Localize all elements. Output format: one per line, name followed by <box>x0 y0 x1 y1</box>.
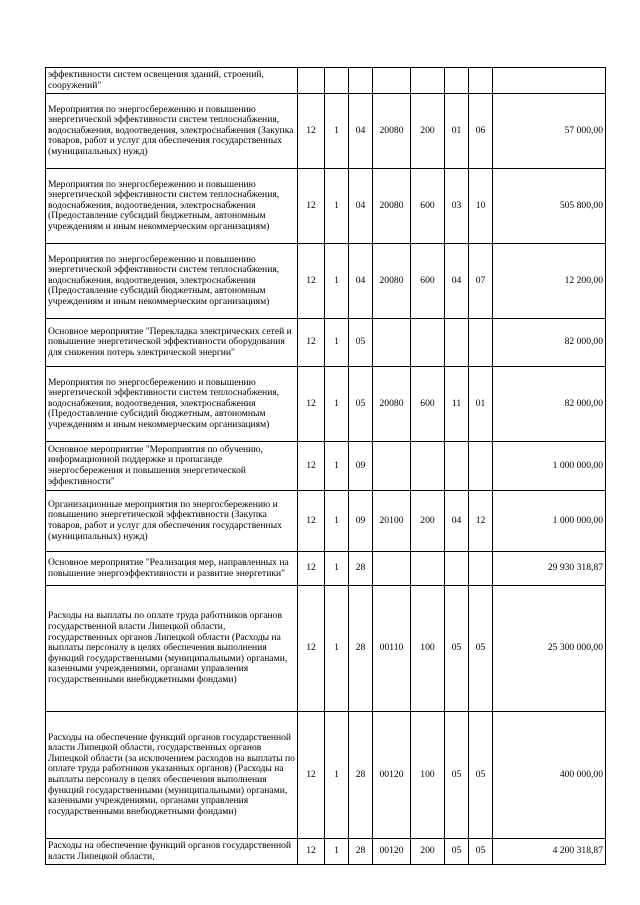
budget-table <box>45 67 606 865</box>
code-subsection <box>469 319 493 367</box>
amount: 400 000,00 <box>493 712 606 839</box>
code-vr: 100 <box>411 586 445 712</box>
code-gp: 12 <box>298 169 325 244</box>
code-section <box>445 68 469 94</box>
code-vr: 200 <box>411 491 445 552</box>
row-name: Мероприятия по энергосбережению и повышению энергетической эффективности систем теплоснабжения, водоснабжения, водоотведения, электроснабжения (Предоставление субсидий бюджетным, автономным учреждениям и иным некоммерческим организациям) <box>46 367 298 442</box>
row-name: Основное мероприятие "Перекладка электрических сетей и повышение энергетической эффективности оборудования для снижения потерь электрической энергии" <box>46 319 298 367</box>
code-direction: 00110 <box>373 586 411 712</box>
code-om: 05 <box>349 319 373 367</box>
code-vr <box>411 319 445 367</box>
code-pp: 1 <box>325 491 349 552</box>
code-pp: 1 <box>325 552 349 586</box>
amount: 57 000,00 <box>493 94 606 169</box>
code-om: 05 <box>349 367 373 442</box>
code-gp: 12 <box>298 712 325 839</box>
code-direction <box>373 552 411 586</box>
code-om: 09 <box>349 491 373 552</box>
code-subsection <box>469 552 493 586</box>
code-om: 28 <box>349 552 373 586</box>
code-vr: 600 <box>411 244 445 319</box>
code-subsection: 01 <box>469 367 493 442</box>
code-vr <box>411 68 445 94</box>
amount: 1 000 000,00 <box>493 491 606 552</box>
code-pp: 1 <box>325 244 349 319</box>
row-name: эффективности систем освещения зданий, строений, сооружений" <box>46 68 298 94</box>
code-subsection: 07 <box>469 244 493 319</box>
table-row <box>46 319 606 367</box>
row-name: Расходы на обеспечение функций органов государственной власти Липецкой области, государственных органов Липецкой области (за исключением расходов на выплаты по оплате труда работников указанных органов) (Расходы на выплаты персоналу в целях обеспечения выполнения функций государственными (муниципальными) органами, казенными учреждениями, органами управления государственными внебюджетными фондами) <box>46 712 298 839</box>
code-direction <box>373 442 411 491</box>
code-subsection: 12 <box>469 491 493 552</box>
code-direction: 20100 <box>373 491 411 552</box>
amount: 1 000 000,00 <box>493 442 606 491</box>
code-subsection <box>469 442 493 491</box>
code-vr <box>411 442 445 491</box>
code-section: 05 <box>445 712 469 839</box>
code-gp: 12 <box>298 94 325 169</box>
code-vr: 100 <box>411 712 445 839</box>
code-pp <box>325 68 349 94</box>
amount: 505 800,00 <box>493 169 606 244</box>
table-row <box>46 586 606 712</box>
code-section <box>445 442 469 491</box>
row-name: Мероприятия по энергосбережению и повышению энергетической эффективности систем теплоснабжения, водоснабжения, водоотведения, электроснабжения (Предоставление субсидий бюджетным, автономным учреждениям и иным некоммерческим организациям) <box>46 244 298 319</box>
code-section: 04 <box>445 244 469 319</box>
code-vr: 600 <box>411 367 445 442</box>
table-row <box>46 442 606 491</box>
code-direction: 20080 <box>373 367 411 442</box>
code-subsection: 10 <box>469 169 493 244</box>
code-vr: 200 <box>411 839 445 865</box>
code-om: 04 <box>349 244 373 319</box>
code-direction: 00120 <box>373 839 411 865</box>
code-gp: 12 <box>298 319 325 367</box>
code-direction: 20080 <box>373 244 411 319</box>
code-direction: 20080 <box>373 169 411 244</box>
table-row <box>46 712 606 839</box>
code-pp: 1 <box>325 319 349 367</box>
code-subsection <box>469 68 493 94</box>
code-direction <box>373 68 411 94</box>
code-section: 01 <box>445 94 469 169</box>
row-name: Расходы на выплаты по оплате труда работников органов государственной власти Липецкой области, государственных органов Липецкой области (Расходы на выплаты персоналу в целях обеспечения выполнения функций государственными (муниципальными) органами, казенными учреждениями, органами управления государственными внебюджетными фондами) <box>46 586 298 712</box>
row-name: Мероприятия по энергосбережению и повышению энергетической эффективности систем теплоснабжения, водоснабжения, водоотведения, электроснабжения (Предоставление субсидий бюджетным, автономным учреждениям и иным некоммерческим организациям) <box>46 169 298 244</box>
code-direction: 00120 <box>373 712 411 839</box>
code-subsection: 06 <box>469 94 493 169</box>
amount: 4 200 318,87 <box>493 839 606 865</box>
code-gp: 12 <box>298 586 325 712</box>
table-row <box>46 244 606 319</box>
code-vr: 200 <box>411 94 445 169</box>
amount: 82 000,00 <box>493 319 606 367</box>
amount <box>493 68 606 94</box>
code-om: 28 <box>349 712 373 839</box>
code-pp: 1 <box>325 586 349 712</box>
table-row <box>46 491 606 552</box>
code-section: 11 <box>445 367 469 442</box>
code-om: 09 <box>349 442 373 491</box>
row-name: Мероприятия по энергосбережению и повышению энергетической эффективности систем теплоснабжения, водоснабжения, водоотведения, электроснабжения (Закупка товаров, работ и услуг для обеспечения государственных (муниципальных) нужд) <box>46 94 298 169</box>
code-pp: 1 <box>325 712 349 839</box>
code-section <box>445 552 469 586</box>
table-row <box>46 169 606 244</box>
code-subsection: 05 <box>469 839 493 865</box>
code-pp: 1 <box>325 442 349 491</box>
code-subsection: 05 <box>469 586 493 712</box>
code-om: 04 <box>349 94 373 169</box>
table-row <box>46 68 606 94</box>
code-direction: 20080 <box>373 94 411 169</box>
code-gp: 12 <box>298 244 325 319</box>
row-name: Основное мероприятие "Мероприятия по обучению, информационной поддержке и пропаганде энергосбережения и повышения энергетической эффективности" <box>46 442 298 491</box>
code-subsection: 05 <box>469 712 493 839</box>
code-direction <box>373 319 411 367</box>
code-section: 05 <box>445 839 469 865</box>
code-section: 04 <box>445 491 469 552</box>
table-row <box>46 367 606 442</box>
amount: 29 930 318,87 <box>493 552 606 586</box>
code-om: 28 <box>349 839 373 865</box>
code-gp: 12 <box>298 367 325 442</box>
code-pp: 1 <box>325 94 349 169</box>
code-pp: 1 <box>325 169 349 244</box>
code-om <box>349 68 373 94</box>
code-om: 04 <box>349 169 373 244</box>
amount: 82 000,00 <box>493 367 606 442</box>
code-pp: 1 <box>325 367 349 442</box>
code-gp: 12 <box>298 491 325 552</box>
table-row <box>46 94 606 169</box>
code-vr: 600 <box>411 169 445 244</box>
code-vr <box>411 552 445 586</box>
code-gp <box>298 68 325 94</box>
row-name: Основное мероприятие "Реализация мер, направленных на повышение энергоэффективности и развитие энергетики" <box>46 552 298 586</box>
code-section: 03 <box>445 169 469 244</box>
amount: 12 200,00 <box>493 244 606 319</box>
row-name: Расходы на обеспечение функций органов государственной власти Липецкой области, <box>46 839 298 865</box>
code-gp: 12 <box>298 839 325 865</box>
amount: 25 300 000,00 <box>493 586 606 712</box>
row-name: Организационные мероприятия по энергосбережению и повышению энергетической эффективности (Закупка товаров, работ и услуг для обеспечения государственных (муниципальных) нужд) <box>46 491 298 552</box>
table-row <box>46 839 606 865</box>
code-om: 28 <box>349 586 373 712</box>
table-row <box>46 552 606 586</box>
code-pp: 1 <box>325 839 349 865</box>
code-section <box>445 319 469 367</box>
code-section: 05 <box>445 586 469 712</box>
code-gp: 12 <box>298 442 325 491</box>
code-gp: 12 <box>298 552 325 586</box>
